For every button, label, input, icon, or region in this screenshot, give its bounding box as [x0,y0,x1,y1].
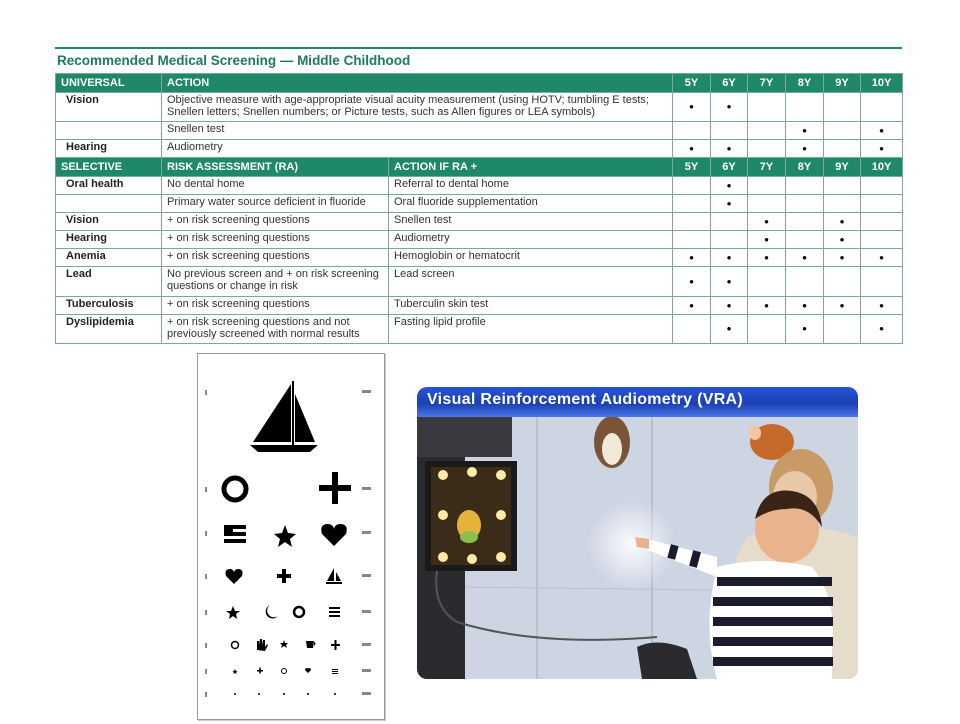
age-mark-cell: • [673,249,711,267]
header-cell: RISK ASSESSMENT (RA) [162,158,389,177]
action-cell: Snellen test [389,213,673,231]
vra-title-bar [417,387,858,417]
age-mark-cell [861,195,903,213]
age-header-cell: 10Y [861,158,903,177]
age-mark-cell: • [786,315,824,344]
age-mark-cell [786,231,824,249]
age-mark-cell [824,195,861,213]
age-mark-cell [824,93,861,122]
star-small-icon [226,606,240,619]
age-mark-cell [673,177,711,195]
table-row [56,122,903,140]
age-header-cell: 5Y [673,158,711,177]
row-label [56,122,162,140]
cross-icon [319,472,351,504]
age-mark-cell [861,93,903,122]
age-mark-cell [861,231,903,249]
age-mark-cell: • [673,140,711,158]
risk-assessment-cell: No dental home [162,177,389,195]
screening-table [55,73,903,344]
header-cell: ACTION [162,74,673,93]
moon-icon [266,605,278,618]
vra-photo-panel [417,387,858,679]
cross-tiny-icon [331,640,340,650]
age-header-cell: 8Y [786,74,824,93]
age-mark-cell [673,195,711,213]
age-mark-cell: • [861,315,903,344]
age-mark-cell: • [748,249,786,267]
age-mark-cell: • [748,297,786,315]
hand-icon [257,639,268,651]
age-header-cell: 9Y [824,158,861,177]
row-seven-symbols [232,668,338,675]
age-mark-cell [748,267,786,297]
eye-chart-graphic [198,354,384,719]
table-row [56,140,903,158]
age-mark-cell: • [711,177,748,195]
action-cell: Objective measure with age-appropriate visual acuity measurement (using HOTV; tumbling E tests; Snellen letters; Snellen numbers; or Picture tests, such as Allen figures or LEA symbols) [162,93,673,122]
flag-icon [224,525,246,543]
age-mark-cell [748,177,786,195]
age-mark-cell: • [861,249,903,267]
heart-small-icon [226,569,243,584]
age-mark-cell [861,267,903,297]
age-mark-cell: • [824,231,861,249]
vra-photo [417,387,858,679]
risk-assessment-cell: + on risk screening questions [162,213,389,231]
age-mark-cell: • [711,315,748,344]
age-mark-cell: • [673,297,711,315]
age-mark-cell [786,213,824,231]
age-mark-cell: • [748,231,786,249]
universal_header-header-row [56,74,903,93]
age-mark-cell [824,140,861,158]
age-mark-cell [748,93,786,122]
action-cell: Snellen test [162,122,673,140]
age-mark-cell [824,122,861,140]
age-header-cell: 8Y [786,158,824,177]
cup-icon [306,641,316,648]
age-header-cell: 7Y [748,158,786,177]
row-label: Vision [56,93,162,122]
age-mark-cell: • [824,213,861,231]
table-row [56,249,903,267]
action-cell: Oral fluoride supplementation [389,195,673,213]
age-mark-cell [748,195,786,213]
age-mark-cell: • [786,122,824,140]
cross-small-icon [277,569,291,583]
risk-assessment-cell: + on risk screening questions [162,249,389,267]
picture-eye-chart [197,353,385,720]
row-eight-symbols [234,693,336,695]
heart-icon [321,524,347,546]
row-label: Hearing [56,140,162,158]
star-icon [274,525,296,547]
age-mark-cell [748,122,786,140]
circle-tiny-icon [232,642,239,649]
row-label: Anemia [56,249,162,267]
age-mark-cell [748,140,786,158]
star-tiny-icon [280,640,288,648]
table-row [56,213,903,231]
age-mark-cell [711,213,748,231]
age-mark-cell: • [711,267,748,297]
left-row-markers [205,390,207,697]
age-header-cell: 7Y [748,74,786,93]
age-mark-cell: • [711,297,748,315]
header-cell: ACTION IF RA + [389,158,673,177]
age-header-cell: 6Y [711,158,748,177]
age-mark-cell [786,177,824,195]
action-cell: Referral to dental home [389,177,673,195]
age-mark-cell [786,93,824,122]
age-mark-cell [673,231,711,249]
age-mark-cell [673,122,711,140]
age-mark-cell: • [673,267,711,297]
age-mark-cell: • [673,93,711,122]
age-mark-cell: • [786,297,824,315]
age-mark-cell [824,177,861,195]
right-row-markers [362,390,371,695]
age-mark-cell: • [824,297,861,315]
circle-small-icon [294,607,304,617]
table-row [56,315,903,344]
action-cell: Lead screen [389,267,673,297]
age-header-cell: 6Y [711,74,748,93]
age-mark-cell [748,315,786,344]
age-mark-cell [673,213,711,231]
flag-small-icon [329,607,340,617]
age-mark-cell: • [861,140,903,158]
action-cell: Audiometry [389,231,673,249]
screening-table-panel [55,47,902,344]
row-label [56,195,162,213]
row-label: Hearing [56,231,162,249]
table-row [56,177,903,195]
selective_header-header-row [56,158,903,177]
age-mark-cell [824,315,861,344]
risk-assessment-cell: Primary water source deficient in fluoride [162,195,389,213]
action-cell: Hemoglobin or hematocrit [389,249,673,267]
age-mark-cell [861,177,903,195]
age-mark-cell: • [711,140,748,158]
row-label: Tuberculosis [56,297,162,315]
risk-assessment-cell: + on risk screening questions [162,297,389,315]
sailboat-small-icon [326,568,342,584]
table-row [56,93,903,122]
age-mark-cell: • [711,249,748,267]
age-mark-cell: • [861,122,903,140]
table-row [56,267,903,297]
age-header-cell: 5Y [673,74,711,93]
header-cell: UNIVERSAL [56,74,162,93]
table-row [56,231,903,249]
table-row [56,195,903,213]
risk-assessment-cell: + on risk screening questions and not previously screened with normal results [162,315,389,344]
row-label: Vision [56,213,162,231]
risk-assessment-cell: + on risk screening questions [162,231,389,249]
age-mark-cell: • [711,93,748,122]
age-header-cell: 10Y [861,74,903,93]
age-mark-cell [786,267,824,297]
risk-assessment-cell: No previous screen and + on risk screening questions or change in risk [162,267,389,297]
age-mark-cell [861,213,903,231]
action-cell: Audiometry [162,140,673,158]
age-header-cell: 9Y [824,74,861,93]
action-cell: Fasting lipid profile [389,315,673,344]
circle-icon [224,478,246,500]
age-mark-cell: • [861,297,903,315]
table-row [56,297,903,315]
age-mark-cell: • [748,213,786,231]
age-mark-cell: • [824,249,861,267]
table-title: Recommended Medical Screening — Middle Childhood [57,53,411,68]
age-mark-cell: • [786,249,824,267]
row-label: Oral health [56,177,162,195]
age-mark-cell [824,267,861,297]
sailboat-icon [250,381,318,452]
age-mark-cell: • [786,140,824,158]
age-mark-cell [786,195,824,213]
age-mark-cell [711,231,748,249]
age-mark-cell [673,315,711,344]
age-mark-cell: • [711,195,748,213]
vra-title: Visual Reinforcement Audiometry (VRA) [427,391,744,408]
age-mark-cell [711,122,748,140]
row-label: Dyslipidemia [56,315,162,344]
action-cell: Tuberculin skin test [389,297,673,315]
header-cell: SELECTIVE [56,158,162,177]
row-label: Lead [56,267,162,297]
